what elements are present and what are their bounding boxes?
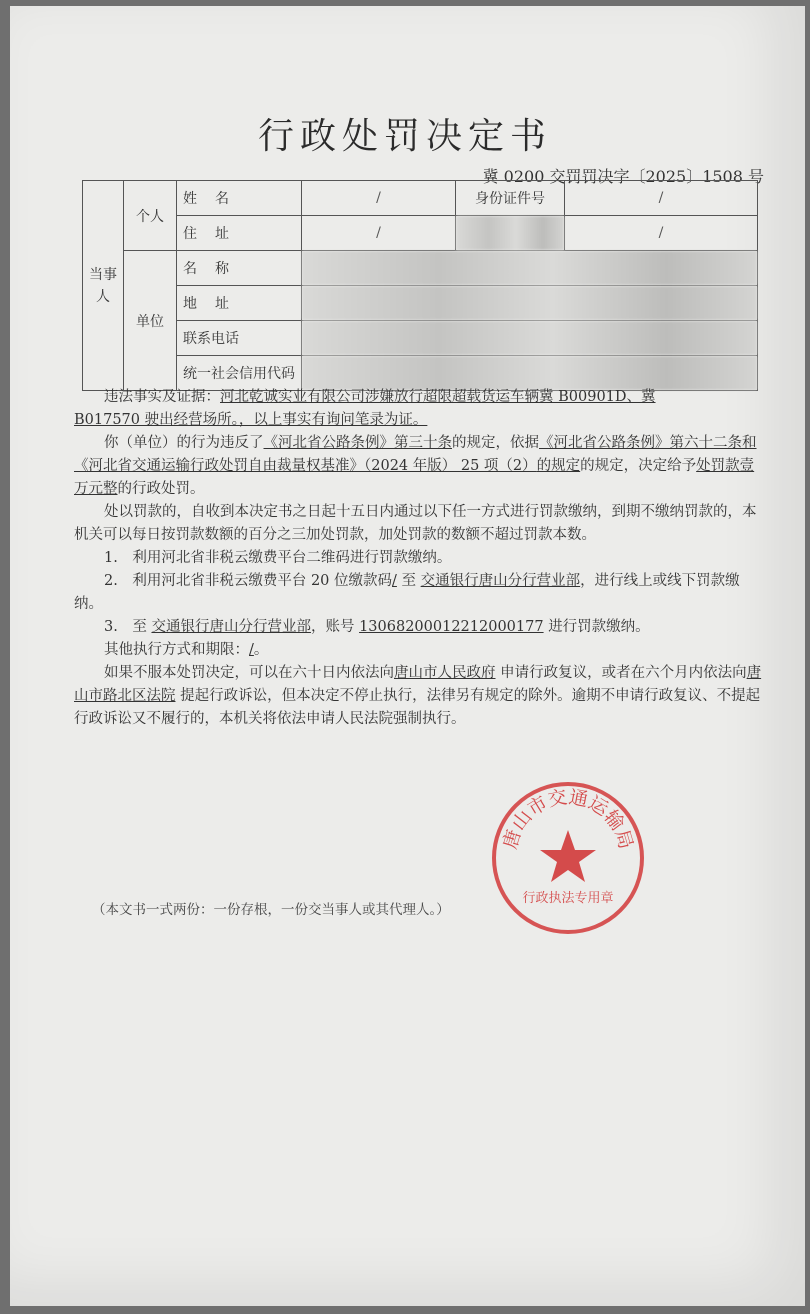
other-execution xyxy=(74,639,764,662)
basis-law-1: 《河北省公路条 xyxy=(539,435,641,451)
payment-intro: 处以罚款的，自收到本决定书之日起十五日内通过以下任一方式进行罚款缴纳，到期不缴纳罚款的，本机关可以每日按罚款数额的百分之三加处罚款，加处罚款的数额不超过罚款本数。 xyxy=(74,504,757,543)
appeal-text-c: 提起行政诉讼，但本决定不停止执行，法律另有规定的除外。逾期不申请行政复议、不提起行政诉讼又不履行的，本机关将依法申请人民法院强制执行。 xyxy=(74,688,761,727)
party-info-table xyxy=(82,180,758,391)
violation-text-a: 你（单位）的行为违反了 xyxy=(104,435,264,451)
m3-text-c: 进行罚款缴纳。 xyxy=(548,619,650,635)
unit-address-redacted xyxy=(302,286,758,321)
official-seal xyxy=(488,778,648,938)
basis-law-2: 例》第六十二条和《河北省交通运输行政处罚自由裁量权基准》（2024 年版） 25 项（2） xyxy=(74,435,757,474)
penalty-amount: 处罚款壹万元整 xyxy=(74,458,755,497)
payment-method-3 xyxy=(74,616,764,639)
m2-text-a: 2. 利用河北省非税云缴费平台 20 位缴款码 xyxy=(104,573,393,589)
unit-label: 单位 xyxy=(124,251,177,391)
m2-code: / xyxy=(392,573,397,589)
violation-paragraph xyxy=(74,432,764,501)
violation-text-b: 的规定，依据 xyxy=(452,435,539,451)
address-label: 住址 xyxy=(177,216,302,251)
unit-name-label: 名称 xyxy=(177,251,302,286)
contact-value: / xyxy=(565,216,758,251)
appeal-government: 唐山市人民政府 xyxy=(394,665,496,681)
unit-phone-redacted xyxy=(302,321,758,356)
m2-text-b: 至 xyxy=(401,573,417,589)
decision-text-a: 的规定，决定给予 xyxy=(580,458,697,474)
other-value: / xyxy=(249,642,254,658)
m2-bank: 交通银行唐山分行营业部 xyxy=(420,573,581,589)
individual-label: 个人 xyxy=(124,181,177,251)
seal-top-text: 唐山市交通运输局 xyxy=(499,786,637,852)
seal-bottom-text: 行政执法专用章 xyxy=(522,891,614,906)
other-text-a: 其他执行方式和期限： xyxy=(104,642,249,658)
redacted-cell xyxy=(456,216,565,251)
unit-phone-label: 联系电话 xyxy=(177,321,302,356)
m2-text-c: ，进行线上或线下罚款缴纳。 xyxy=(74,573,740,612)
facts-paragraph xyxy=(74,386,764,432)
appeal-court: 唐山市路北区法院 xyxy=(74,665,762,704)
footer-note: （本文书一式两份：一份存根，一份交当事人或其代理人。） xyxy=(92,902,450,918)
name-value: / xyxy=(302,181,456,216)
facts-line2: B017570 驶出经营场所。，以上事实有询问笔录为证。 xyxy=(74,412,428,428)
basis-law-3: 的规定 xyxy=(536,458,581,474)
m3-account-number: 13068200012212000177 xyxy=(359,619,544,635)
appeal-paragraph xyxy=(74,662,764,731)
address-value: / xyxy=(302,216,456,251)
m3-bank: 交通银行唐山分行营业部 xyxy=(151,619,311,635)
appeal-text-a: 如果不服本处罚决定，可以在六十日内依法向 xyxy=(104,665,394,681)
payment-method-2 xyxy=(74,570,764,616)
party-label: 当事人 xyxy=(83,181,124,391)
appeal-text-b: 申请行政复议，或者在六个月内依法向 xyxy=(500,665,747,681)
document-number: 冀 0200 交罚罚决字〔2025〕1508 号 xyxy=(482,167,764,186)
m3-text-a: 3. 至 xyxy=(104,619,147,635)
unit-name-redacted xyxy=(302,251,758,286)
name-label: 姓名 xyxy=(177,181,302,216)
other-text-b: 。 xyxy=(253,642,269,658)
id-value: / xyxy=(565,181,758,216)
unit-address-label: 地址 xyxy=(177,286,302,321)
document-body xyxy=(74,386,764,731)
seal-star-icon xyxy=(540,830,596,882)
facts-prefix: 违法事实及证据： xyxy=(104,389,220,405)
violated-law: 《河北省公路条例》第三十条 xyxy=(263,435,452,451)
document-title: 行政处罚决定书 xyxy=(257,116,552,157)
id-label: 身份证件号 xyxy=(456,181,565,216)
decision-text-b: 的行政处罚。 xyxy=(117,481,205,497)
payment-method-1: 1. 利用河北省非税云缴费平台二维码进行罚款缴纳。 xyxy=(104,550,452,566)
facts-line1: 河北乾诚实业有限公司涉嫌放行超限超载货运车辆冀 B00901D、冀 xyxy=(220,389,656,405)
unit-credit-label: 统一社会信用代码 xyxy=(177,356,302,391)
m3-text-b: ，账号 xyxy=(310,619,355,635)
